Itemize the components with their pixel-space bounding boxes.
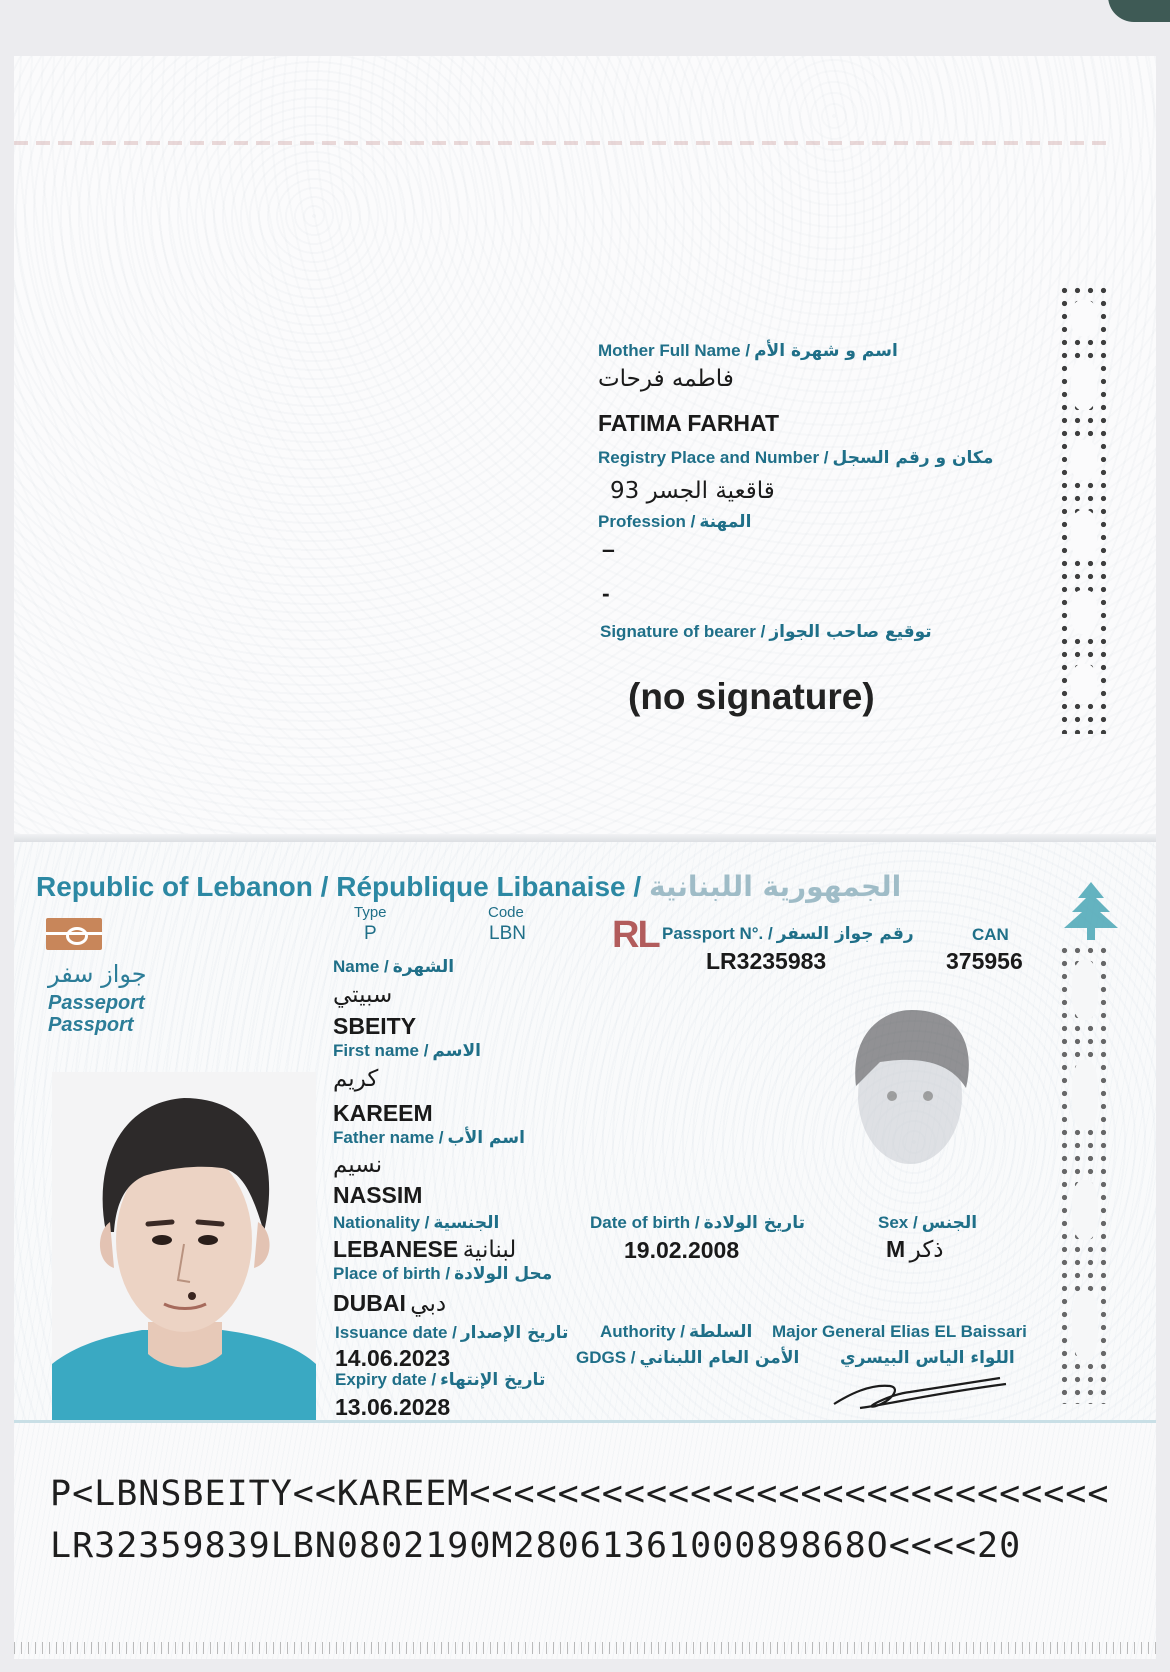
first-name-arabic: كريم xyxy=(333,1066,379,1092)
passport-number-label: Passport N°. / رقم جواز السفر xyxy=(662,924,914,944)
passport-number: LR3235983 xyxy=(706,948,827,974)
expiry-date: 13.06.2028 xyxy=(335,1394,451,1420)
authority-value: GDGS / الأمن العام اللبناني xyxy=(576,1348,800,1368)
issuance-date-label: Issuance date / تاريخ الإصدار xyxy=(335,1323,569,1343)
issuing-officer-arabic: اللواء الياس البيسري xyxy=(840,1348,1015,1368)
father-name-label: Father name / اسم الأب xyxy=(333,1128,525,1148)
first-name: KAREEM xyxy=(333,1100,433,1126)
name-label: Name / الشهرة xyxy=(333,957,455,977)
can-number: 375956 xyxy=(946,948,1023,974)
issuing-officer: Major General Elias EL Baissari xyxy=(772,1322,1027,1341)
type-value: P xyxy=(364,923,377,944)
father-name-arabic: نسيم xyxy=(333,1152,383,1178)
perforation-gap xyxy=(1072,1180,1098,1240)
signature-label: Signature of bearer / توقيع صاحب الجواز xyxy=(600,622,932,642)
type-label: Type xyxy=(354,904,387,921)
registry-value: 93 قاقعية الجسر xyxy=(610,478,775,504)
authority-label: Authority / السلطة xyxy=(600,1322,753,1342)
document-type-arabic: جواز سفر xyxy=(48,960,147,988)
perforation-gap xyxy=(1071,664,1097,704)
cedar-emblem-icon xyxy=(1056,880,1126,942)
profession-label: Profession / المهنة xyxy=(598,512,752,532)
mother-name: FATIMA FARHAT xyxy=(598,410,779,436)
rl-logo: RL xyxy=(612,914,659,956)
mrz-line-2: LR32359839LBN0802190M2806136100089868O<<<<20 xyxy=(50,1526,1022,1566)
nationality-label: Nationality / الجنسية xyxy=(333,1213,500,1233)
can-label: CAN xyxy=(972,925,1009,944)
mrz-line-1: P<LBNSBEITY<<KAREEM<<<<<<<<<<<<<<<<<<<<<<<<<<<<< xyxy=(50,1474,1110,1514)
biometric-chip-icon xyxy=(46,918,102,950)
corner-tab xyxy=(1108,0,1170,22)
page-edge-ticks xyxy=(14,1642,1156,1654)
date-of-birth: 19.02.2008 xyxy=(624,1237,740,1263)
sex-label: Sex / الجنس xyxy=(878,1213,978,1233)
perforation-gap xyxy=(1071,510,1097,560)
name-arabic: سبيتي xyxy=(333,982,393,1008)
signature-value: (no signature) xyxy=(628,676,875,717)
code-value: LBN xyxy=(489,923,526,944)
place-of-birth-label: Place of birth / محل الولادة xyxy=(333,1264,553,1284)
sex-value: M ذكر xyxy=(886,1236,944,1263)
perforation-gap xyxy=(1071,300,1097,336)
officer-signature xyxy=(830,1364,1010,1414)
code-label: Code xyxy=(488,904,524,921)
profession-value: – xyxy=(602,536,615,562)
expiry-date-label: Expiry date / تاريخ الإنتهاء xyxy=(335,1370,546,1390)
first-name-label: First name / الاسم xyxy=(333,1041,481,1061)
registry-label: Registry Place and Number / مكان و رقم السجل xyxy=(598,448,994,468)
mother-name-label: Mother Full Name / اسم و شهرة الأم xyxy=(598,341,898,361)
perforation-gap xyxy=(1072,1060,1098,1130)
perforation-gap xyxy=(1071,360,1097,410)
perforation-gap xyxy=(1071,440,1097,480)
ghost-portrait xyxy=(820,996,1000,1186)
issuing-state-title: Republic of Lebanon / République Libanaise / الجمهورية اللبنانية xyxy=(36,870,902,903)
perforation-gap xyxy=(1071,590,1097,634)
issuance-date: 14.06.2023 xyxy=(335,1345,451,1371)
father-name: NASSIM xyxy=(333,1182,423,1208)
perforation-gap xyxy=(1072,960,1098,1020)
document-type-english: Passport xyxy=(48,1014,134,1036)
nationality-value: LEBANESE لبنانية xyxy=(333,1236,517,1263)
holder-portrait xyxy=(52,1072,316,1422)
document-type-french: Passeport xyxy=(48,992,145,1014)
profession-value-line-2: - xyxy=(602,580,610,606)
date-of-birth-label: Date of birth / تاريخ الولادة xyxy=(590,1213,805,1233)
page-pattern-strip xyxy=(14,141,1114,145)
perforation-gap xyxy=(1072,1290,1098,1360)
mother-name-arabic: فاطمه فرحات xyxy=(598,366,734,392)
place-of-birth: DUBAI دبي xyxy=(333,1290,447,1317)
surname: SBEITY xyxy=(333,1013,417,1039)
